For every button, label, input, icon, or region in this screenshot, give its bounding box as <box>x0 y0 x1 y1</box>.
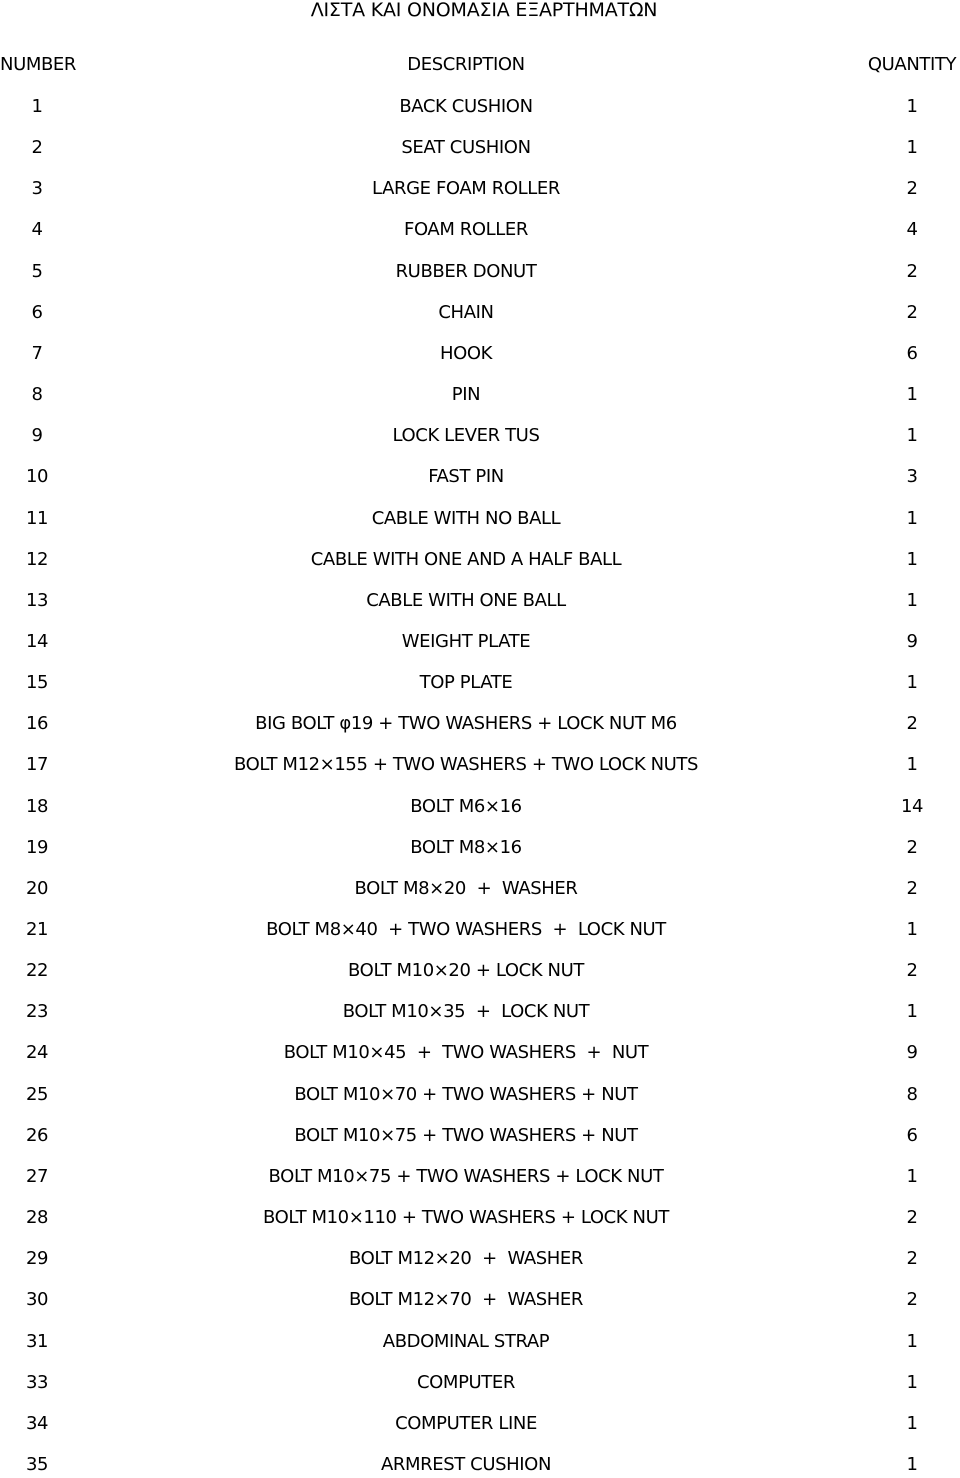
part-description: WEIGHT PLATE <box>401 631 531 652</box>
part-description: LARGE FOAM ROLLER <box>372 178 560 199</box>
part-number: 20 <box>25 878 49 899</box>
part-description: CHAIN <box>438 302 494 323</box>
part-description: FOAM ROLLER <box>404 219 528 240</box>
part-number: 6 <box>31 302 43 323</box>
part-description: BOLT M10×20 + LOCK NUT <box>348 960 584 981</box>
table-row <box>0 1164 960 1190</box>
part-number: 35 <box>25 1454 49 1475</box>
part-number: 3 <box>31 178 43 199</box>
part-quantity: 2 <box>906 878 918 899</box>
part-number: 11 <box>25 508 49 529</box>
part-quantity: 1 <box>906 672 918 693</box>
part-quantity: 1 <box>906 1166 918 1187</box>
part-description: BOLT M6×16 <box>410 796 522 817</box>
table-row <box>0 135 960 161</box>
part-number: 30 <box>25 1289 49 1310</box>
part-description: BOLT M10×110 + TWO WASHERS + LOCK NUT <box>263 1207 669 1228</box>
part-number: 1 <box>31 96 43 117</box>
part-number: 24 <box>25 1042 49 1063</box>
part-number: 8 <box>31 384 43 405</box>
page-title-text: ΛΙΣΤΑ ΚΑΙ ΟΝΟΜΑΣΙΑ ΕΞΑΡΤΗΜΑΤΩΝ <box>310 0 658 21</box>
table-row <box>0 94 960 120</box>
part-quantity: 4 <box>906 219 918 240</box>
part-description: BOLT M8×40 + TWO WASHERS + LOCK NUT <box>266 919 666 940</box>
table-row <box>0 999 960 1025</box>
page-title <box>0 0 960 20</box>
part-quantity: 1 <box>906 137 918 158</box>
part-description: ABDOMINAL STRAP <box>382 1331 550 1352</box>
table-header <box>0 52 960 78</box>
table-row <box>0 1411 960 1437</box>
part-quantity: 2 <box>906 713 918 734</box>
part-number: 5 <box>31 261 43 282</box>
part-quantity: 2 <box>906 178 918 199</box>
part-quantity: 2 <box>906 261 918 282</box>
part-description: CABLE WITH NO BALL <box>371 508 561 529</box>
table-row <box>0 917 960 943</box>
table-row <box>0 547 960 573</box>
part-quantity: 9 <box>906 631 918 652</box>
table-row <box>0 670 960 696</box>
table-row <box>0 341 960 367</box>
table-row <box>0 794 960 820</box>
part-description: BOLT M8×20 + WASHER <box>354 878 578 899</box>
part-quantity: 8 <box>906 1084 918 1105</box>
table-row <box>0 835 960 861</box>
part-description: BOLT M10×35 + LOCK NUT <box>342 1001 590 1022</box>
part-description: BOLT M12×155 + TWO WASHERS + TWO LOCK NUTS <box>233 754 699 775</box>
table-row <box>0 259 960 285</box>
part-description: BACK CUSHION <box>399 96 533 117</box>
part-number: 13 <box>25 590 49 611</box>
part-number: 9 <box>31 425 43 446</box>
part-description: BOLT M12×20 + WASHER <box>348 1248 584 1269</box>
part-quantity: 2 <box>906 960 918 981</box>
part-number: 18 <box>25 796 49 817</box>
table-row <box>0 752 960 778</box>
part-quantity: 14 <box>900 796 924 817</box>
table-row <box>0 382 960 408</box>
part-number: 22 <box>25 960 49 981</box>
table-row <box>0 176 960 202</box>
part-description: BOLT M12×70 + WASHER <box>348 1289 584 1310</box>
part-quantity: 2 <box>906 1207 918 1228</box>
part-quantity: 1 <box>906 754 918 775</box>
part-description: BIG BOLT φ19 + TWO WASHERS + LOCK NUT M6 <box>255 713 677 734</box>
table-row <box>0 1123 960 1149</box>
table-row <box>0 958 960 984</box>
table-row <box>0 1287 960 1313</box>
part-quantity: 9 <box>906 1042 918 1063</box>
part-quantity: 1 <box>906 1001 918 1022</box>
part-description: BOLT M10×75 + TWO WASHERS + NUT <box>294 1125 638 1146</box>
column-header-description: DESCRIPTION <box>407 54 525 75</box>
part-number: 26 <box>25 1125 49 1146</box>
table-row <box>0 1040 960 1066</box>
part-description: CABLE WITH ONE BALL <box>366 590 566 611</box>
part-quantity: 1 <box>906 425 918 446</box>
part-description: RUBBER DONUT <box>395 261 537 282</box>
table-row <box>0 1329 960 1355</box>
table-row <box>0 711 960 737</box>
part-quantity: 1 <box>906 549 918 570</box>
part-number: 14 <box>25 631 49 652</box>
part-quantity: 3 <box>906 466 918 487</box>
part-number: 23 <box>25 1001 49 1022</box>
table-row <box>0 464 960 490</box>
part-quantity: 1 <box>906 508 918 529</box>
part-number: 31 <box>25 1331 49 1352</box>
table-row <box>0 876 960 902</box>
part-number: 33 <box>25 1372 49 1393</box>
table-row <box>0 1082 960 1108</box>
table-row <box>0 1205 960 1231</box>
part-description: SEAT CUSHION <box>401 137 531 158</box>
part-number: 17 <box>25 754 49 775</box>
part-number: 15 <box>25 672 49 693</box>
part-description: CABLE WITH ONE AND A HALF BALL <box>310 549 622 570</box>
part-quantity: 2 <box>906 837 918 858</box>
part-quantity: 1 <box>906 1372 918 1393</box>
part-number: 21 <box>25 919 49 940</box>
part-number: 2 <box>31 137 43 158</box>
part-quantity: 1 <box>906 96 918 117</box>
part-number: 28 <box>25 1207 49 1228</box>
part-quantity: 6 <box>906 1125 918 1146</box>
part-description: PIN <box>451 384 481 405</box>
part-description: TOP PLATE <box>419 672 513 693</box>
part-number: 16 <box>25 713 49 734</box>
table-row <box>0 423 960 449</box>
part-quantity: 1 <box>906 1331 918 1352</box>
part-quantity: 6 <box>906 343 918 364</box>
part-description: ARMREST CUSHION <box>380 1454 552 1475</box>
part-quantity: 2 <box>906 1289 918 1310</box>
part-number: 25 <box>25 1084 49 1105</box>
table-row <box>0 629 960 655</box>
part-description: BOLT M10×70 + TWO WASHERS + NUT <box>294 1084 638 1105</box>
table-row <box>0 1246 960 1272</box>
part-number: 34 <box>25 1413 49 1434</box>
table-row <box>0 506 960 532</box>
table-row <box>0 588 960 614</box>
part-quantity: 2 <box>906 302 918 323</box>
column-header-quantity: QUANTITY <box>867 54 957 75</box>
part-number: 19 <box>25 837 49 858</box>
table-row <box>0 1370 960 1396</box>
part-number: 4 <box>31 219 43 240</box>
part-quantity: 2 <box>906 1248 918 1269</box>
part-number: 10 <box>25 466 49 487</box>
part-description: COMPUTER <box>417 1372 515 1393</box>
part-description: BOLT M10×75 + TWO WASHERS + LOCK NUT <box>268 1166 664 1187</box>
table-row <box>0 217 960 243</box>
part-quantity: 1 <box>906 384 918 405</box>
part-number: 12 <box>25 549 49 570</box>
part-number: 29 <box>25 1248 49 1269</box>
part-quantity: 1 <box>906 1454 918 1475</box>
part-description: HOOK <box>439 343 493 364</box>
table-row <box>0 300 960 326</box>
part-description: FAST PIN <box>428 466 504 487</box>
column-header-number: NUMBER <box>0 54 76 75</box>
table-row <box>0 1452 960 1478</box>
part-description: BOLT M8×16 <box>410 837 522 858</box>
part-number: 27 <box>25 1166 49 1187</box>
part-description: LOCK LEVER TUS <box>392 425 540 446</box>
part-description: BOLT M10×45 + TWO WASHERS + NUT <box>283 1042 649 1063</box>
part-description: COMPUTER LINE <box>395 1413 537 1434</box>
part-quantity: 1 <box>906 919 918 940</box>
part-number: 7 <box>31 343 43 364</box>
part-quantity: 1 <box>906 590 918 611</box>
part-quantity: 1 <box>906 1413 918 1434</box>
